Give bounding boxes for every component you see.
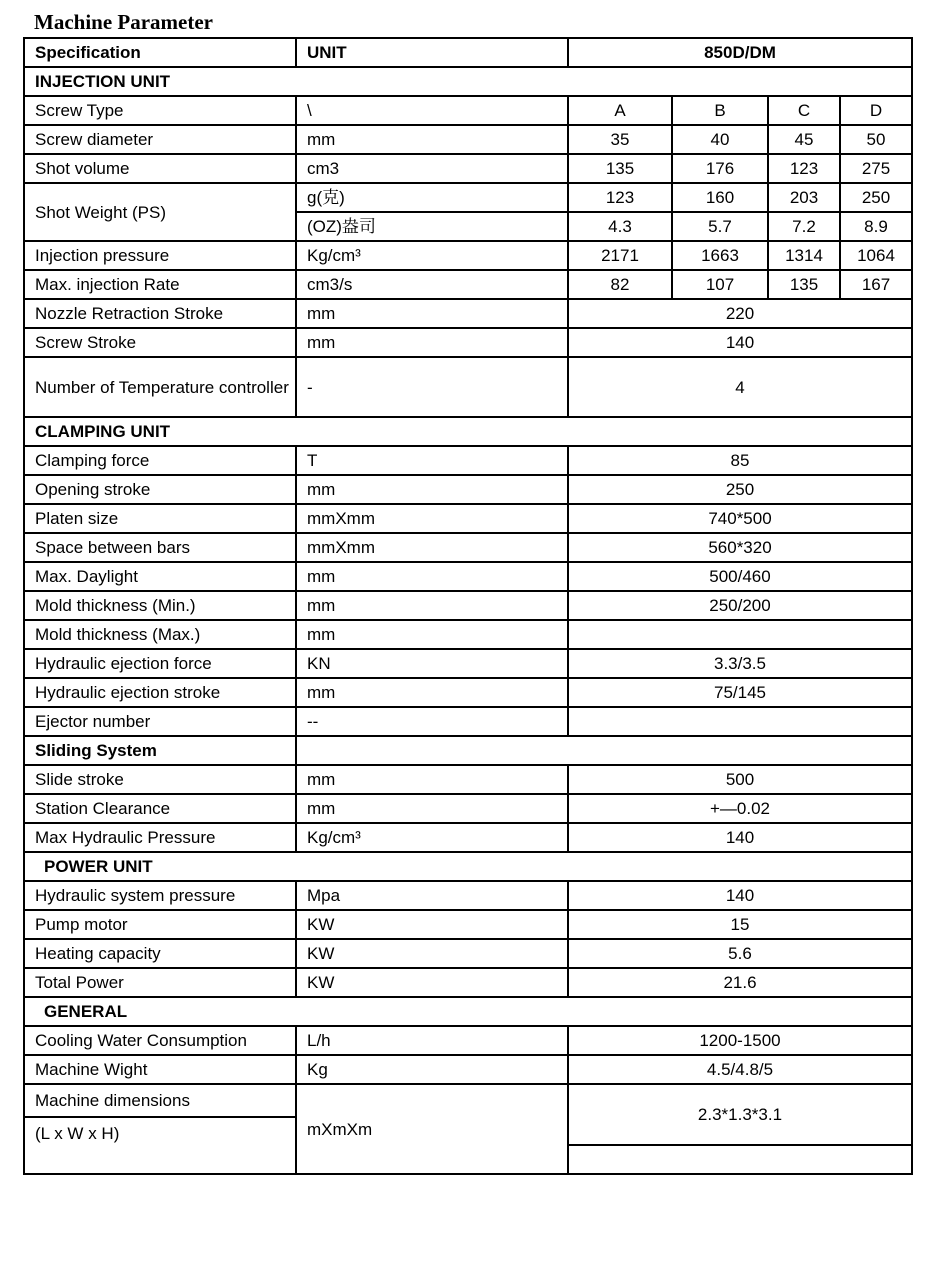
row-label: Total Power	[24, 968, 296, 997]
value-b: 1663	[672, 241, 768, 270]
row-label: Shot volume	[24, 154, 296, 183]
row-label: Mold thickness (Min.)	[24, 591, 296, 620]
row-unit: mm	[296, 475, 568, 504]
row-unit: --	[296, 707, 568, 736]
row-value: 250	[568, 475, 912, 504]
row-value	[568, 707, 912, 736]
table-row	[24, 765, 912, 794]
row-unit: mm	[296, 678, 568, 707]
row-value: 5.6	[568, 939, 912, 968]
value-a: 135	[568, 154, 672, 183]
value-d: 167	[840, 270, 912, 299]
row-unit: KW	[296, 939, 568, 968]
table-row	[24, 620, 912, 649]
row-value: 15	[568, 910, 912, 939]
table-row	[24, 794, 912, 823]
value-c: 7.2	[768, 212, 840, 241]
row-value: 3.3/3.5	[568, 649, 912, 678]
table-row	[24, 475, 912, 504]
row-label: Screw diameter	[24, 125, 296, 154]
row-unit: mm	[296, 794, 568, 823]
table-row	[24, 707, 912, 736]
value-b: B	[672, 96, 768, 125]
row-unit: L/h	[296, 1026, 568, 1055]
table-row	[24, 591, 912, 620]
row-label: Screw Stroke	[24, 328, 296, 357]
row-unit: KN	[296, 649, 568, 678]
section-power-unit: POWER UNIT	[24, 852, 912, 881]
row-value: 500	[568, 765, 912, 794]
row-unit: KW	[296, 968, 568, 997]
table-row	[24, 357, 912, 417]
row-unit: -	[296, 357, 568, 417]
section-injection-unit: INJECTION UNIT	[24, 67, 912, 96]
section-row	[24, 67, 912, 96]
row-label-sub: (L x W x H)	[35, 1124, 120, 1143]
row-label: Opening stroke	[24, 475, 296, 504]
row-label: Shot Weight (PS)	[24, 183, 296, 241]
table-row	[24, 533, 912, 562]
row-unit: mm	[296, 562, 568, 591]
table-row	[24, 183, 912, 212]
table-row	[24, 270, 912, 299]
value-d: 50	[840, 125, 912, 154]
row-unit: Kg	[296, 1055, 568, 1084]
value-a: 4.3	[568, 212, 672, 241]
value-c: 45	[768, 125, 840, 154]
table-row	[24, 446, 912, 475]
row-label: Max Hydraulic Pressure	[24, 823, 296, 852]
value-a: 123	[568, 183, 672, 212]
row-label: Hydraulic ejection stroke	[24, 678, 296, 707]
value-c: C	[768, 96, 840, 125]
empty-cell	[296, 736, 912, 765]
row-label: Platen size	[24, 504, 296, 533]
row-value: 4	[568, 357, 912, 417]
row-label: Mold thickness (Max.)	[24, 620, 296, 649]
table-row	[24, 562, 912, 591]
value-c: 203	[768, 183, 840, 212]
dimensions-label-cell	[24, 1084, 296, 1174]
value-d: 1064	[840, 241, 912, 270]
table-row	[24, 939, 912, 968]
value-d: 275	[840, 154, 912, 183]
value-a: 35	[568, 125, 672, 154]
row-label: Nozzle Retraction Stroke	[24, 299, 296, 328]
header-model: 850D/DM	[568, 38, 912, 67]
row-unit: Kg/cm³	[296, 823, 568, 852]
table-row	[24, 504, 912, 533]
row-unit: mm	[296, 125, 568, 154]
section-general: GENERAL	[24, 997, 912, 1026]
row-value: 740*500	[568, 504, 912, 533]
row-unit: KW	[296, 910, 568, 939]
row-value: 560*320	[568, 533, 912, 562]
row-unit: \	[296, 96, 568, 125]
row-unit: Kg/cm³	[296, 241, 568, 270]
table-row	[24, 154, 912, 183]
row-value: 75/145	[568, 678, 912, 707]
row-unit: mm	[296, 299, 568, 328]
value-c: 135	[768, 270, 840, 299]
row-unit: cm3	[296, 154, 568, 183]
table-row	[24, 328, 912, 357]
table-row	[24, 910, 912, 939]
row-unit: T	[296, 446, 568, 475]
empty-cell	[568, 1145, 912, 1174]
value-b: 40	[672, 125, 768, 154]
row-label: Screw Type	[24, 96, 296, 125]
page-title: Machine Parameter	[34, 10, 214, 34]
value-d: 8.9	[840, 212, 912, 241]
row-value: 85	[568, 446, 912, 475]
section-clamping-unit: CLAMPING UNIT	[24, 417, 912, 446]
row-value: 21.6	[568, 968, 912, 997]
value-b: 5.7	[672, 212, 768, 241]
row-unit: mmXmm	[296, 504, 568, 533]
row-label: Clamping force	[24, 446, 296, 475]
row-label: Cooling Water Consumption	[24, 1026, 296, 1055]
table-row	[24, 678, 912, 707]
header-unit: UNIT	[296, 38, 568, 67]
section-sliding-system: Sliding System	[24, 736, 296, 765]
table-row	[24, 881, 912, 910]
value-b: 107	[672, 270, 768, 299]
table-row	[24, 125, 912, 154]
row-value: 250/200	[568, 591, 912, 620]
row-unit: cm3/s	[296, 270, 568, 299]
row-label: Hydraulic system pressure	[24, 881, 296, 910]
value-d: D	[840, 96, 912, 125]
row-label: Machine Wight	[24, 1055, 296, 1084]
row-label: Hydraulic ejection force	[24, 649, 296, 678]
row-unit: mm	[296, 620, 568, 649]
value-d: 250	[840, 183, 912, 212]
table-row	[24, 1055, 912, 1084]
table-row	[24, 1084, 912, 1145]
row-value: 2.3*1.3*3.1	[568, 1084, 912, 1145]
machine-parameter-table	[23, 37, 913, 1175]
row-label: Space between bars	[24, 533, 296, 562]
value-c: 123	[768, 154, 840, 183]
section-row	[24, 997, 912, 1026]
row-value: 220	[568, 299, 912, 328]
row-unit: mXmXm	[296, 1084, 568, 1174]
row-value: 1200-1500	[568, 1026, 912, 1055]
row-label: Ejector number	[24, 707, 296, 736]
table-row	[24, 241, 912, 270]
section-row	[24, 852, 912, 881]
value-b: 176	[672, 154, 768, 183]
row-label: Machine dimensions	[25, 1085, 295, 1118]
row-unit: mmXmm	[296, 533, 568, 562]
row-label: Station Clearance	[24, 794, 296, 823]
row-unit: mm	[296, 591, 568, 620]
row-unit: Mpa	[296, 881, 568, 910]
row-value: 140	[568, 823, 912, 852]
row-label: Max. injection Rate	[24, 270, 296, 299]
row-value	[568, 620, 912, 649]
row-unit: (OZ)盎司	[296, 212, 568, 241]
value-a: A	[568, 96, 672, 125]
table-header-row	[24, 38, 912, 67]
row-label: Pump motor	[24, 910, 296, 939]
table-row	[24, 968, 912, 997]
row-unit: mm	[296, 765, 568, 794]
value-a: 2171	[568, 241, 672, 270]
row-value: +—0.02	[568, 794, 912, 823]
section-row	[24, 736, 912, 765]
row-label: Heating capacity	[24, 939, 296, 968]
row-label: Injection pressure	[24, 241, 296, 270]
value-a: 82	[568, 270, 672, 299]
value-b: 160	[672, 183, 768, 212]
value-c: 1314	[768, 241, 840, 270]
table-row	[24, 299, 912, 328]
row-value: 140	[568, 328, 912, 357]
row-value: 140	[568, 881, 912, 910]
row-value: 4.5/4.8/5	[568, 1055, 912, 1084]
table-row	[24, 823, 912, 852]
section-row	[24, 417, 912, 446]
row-unit: g(克)	[296, 183, 568, 212]
row-unit: mm	[296, 328, 568, 357]
table-row	[24, 96, 912, 125]
row-label: Number of Temperature controller	[24, 357, 296, 417]
header-spec: Specification	[24, 38, 296, 67]
row-label: Slide stroke	[24, 765, 296, 794]
row-label: Max. Daylight	[24, 562, 296, 591]
table-row	[24, 1026, 912, 1055]
row-value: 500/460	[568, 562, 912, 591]
table-row	[24, 649, 912, 678]
